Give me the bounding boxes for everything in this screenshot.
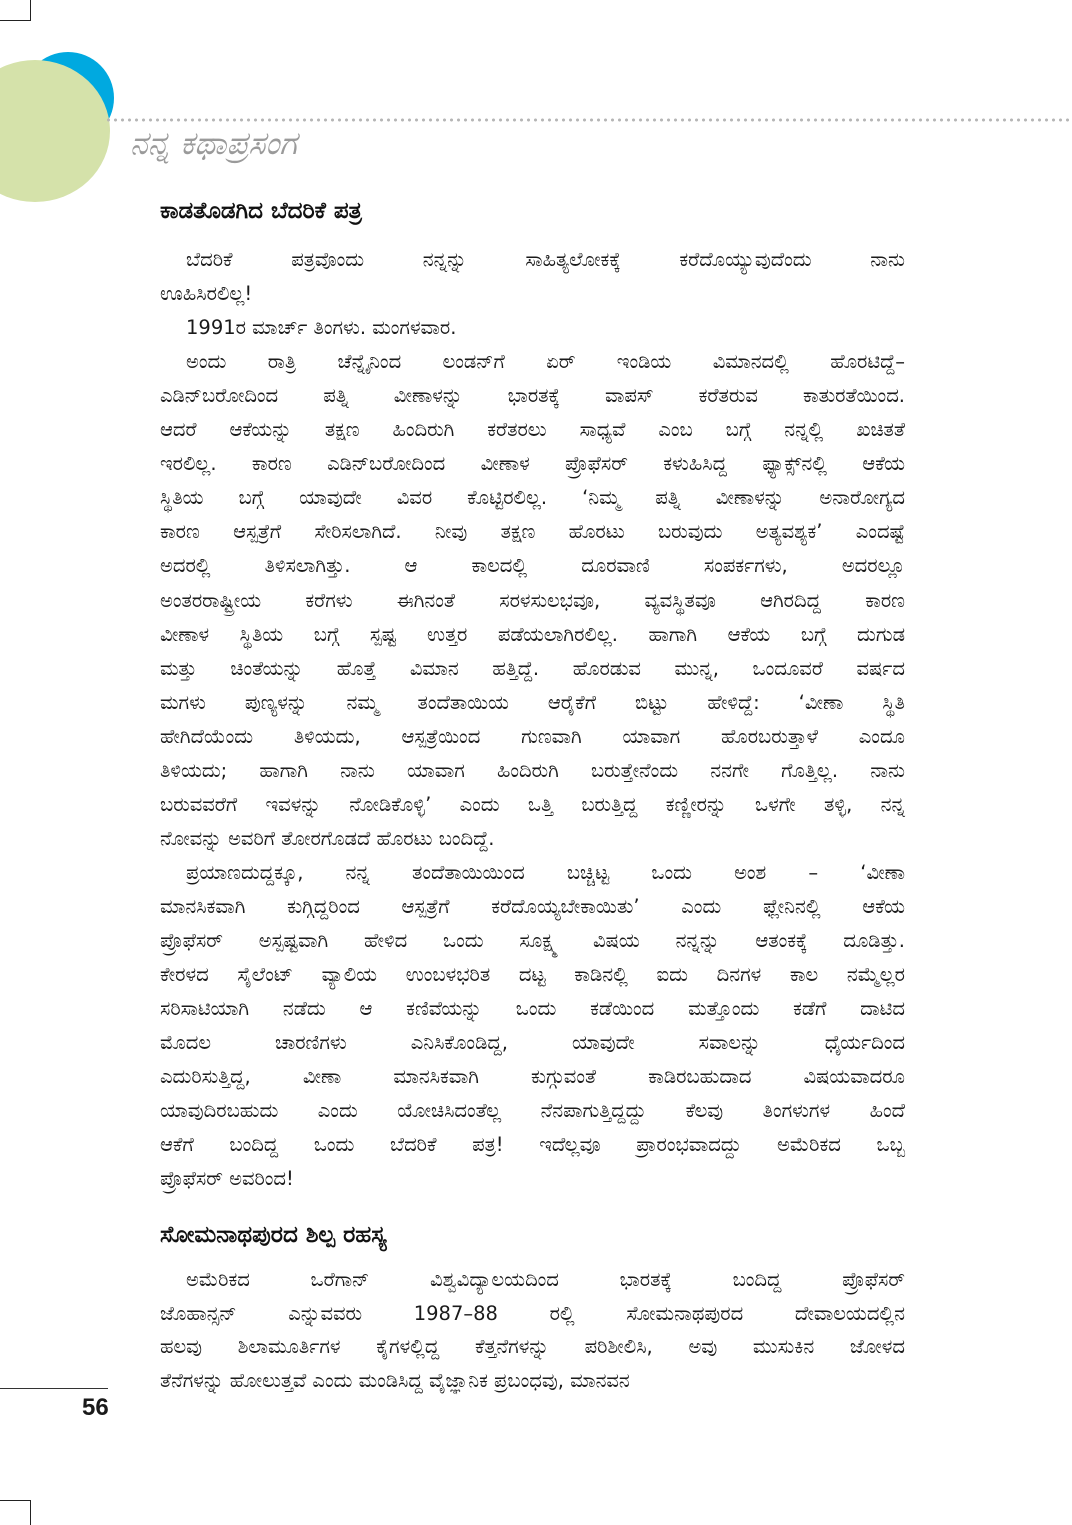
text-line: ಕೇರಳದ ಸೈಲೆಂಟ್ ವ್ಯಾಲಿಯ ಉಂಬಳಭರಿತ ದಟ್ಟ ಕಾಡಿನಲ್ಲಿ ಐದು ದಿನಗಳ ಕಾಲ ನಮ್ಮೆಲ್ಲರ (160, 963, 905, 987)
text-line: ಎದುರಿಸುತ್ತಿದ್ದ, ವೀಣಾ ಮಾನಸಿಕವಾಗಿ ಕುಗ್ಗುವಂತೆ ಕಾಡಿರಬಹುದಾದ ವಿಷಯವಾದರೂ (160, 1065, 905, 1089)
text-line: ಬೆದರಿಕೆ ಪತ್ರವೊಂದು ನನ್ನನ್ನು ಸಾಹಿತ್ಯಲೋಕಕ್ಕೆ ಕರೆದೊಯ್ಯುವುದೆಂದು ನಾನು (186, 248, 905, 271)
text-line: ವೀಣಾಳ ಸ್ಥಿತಿಯ ಬಗ್ಗೆ ಸ್ಪಷ್ಟ ಉತ್ತರ ಪಡೆಯಲಾಗಿರಲಿಲ್ಲ. ಹಾಗಾಗಿ ಆಕೆಯ ಬಗ್ಗೆ ದುಗುಡ (160, 622, 905, 646)
text-line: ಯಾವುದಿರಬಹುದು ಎಂದು ಯೋಚಿಸಿದಂತೆಲ್ಲ ನೆನಪಾಗುತ್ತಿದ್ದದ್ದು ಕೆಲವು ತಿಂಗಳುಗಳ ಹಿಂದೆ (160, 1099, 905, 1123)
text-line: ತೆನೆಗಳನ್ನು ಹೋಲುತ್ತವೆ ಎಂದು ಮಂಡಿಸಿದ್ದ ವೈಜ್ಞಾನಿಕ ಪ್ರಬಂಧವು, ಮಾನವನ (160, 1369, 630, 1393)
text-line: ಬರುವವರೆಗೆ ಇವಳನ್ನು ನೋಡಿಕೊಳ್ಳಿ’ ಎಂದು ಒತ್ತಿ ಬರುತ್ತಿದ್ದ ಕಣ್ಣೀರನ್ನು ಒಳಗೇ ತಳ್ಳಿ, ನನ್ನ (160, 792, 905, 816)
text-line: ಮಗಳು ಪುಣ್ಯಳನ್ನು ನಮ್ಮ ತಂದೆತಾಯಿಯ ಆರೈಕೆಗೆ ಬಿಟ್ಟು ಹೇಳಿದ್ದೆ: ‘ವೀಣಾ ಸ್ಥಿತಿ (160, 690, 905, 714)
text-line: ಅಂತರರಾಷ್ಟ್ರೀಯ ಕರೆಗಳು ಈಗಿನಂತೆ ಸರಳಸುಲಭವೂ, ವ್ಯವಸ್ಥಿತವೂ ಆಗಿರದಿದ್ದ ಕಾರಣ (160, 588, 905, 612)
text-line: ಕಾರಣ ಆಸ್ಪತ್ರೆಗೆ ಸೇರಿಸಲಾಗಿದೆ. ನೀವು ತಕ್ಷಣ ಹೊರಟು ಬರುವುದು ಅತ್ಯವಶ್ಯಕ’ ಎಂದಷ್ಟೆ (160, 520, 905, 544)
text-line: ಅಮೆರಿಕದ ಒರೆಗಾನ್ ವಿಶ್ವವಿದ್ಯಾಲಯದಿಂದ ಭಾರತಕ್ಕೆ ಬಂದಿದ್ದ ಪ್ರೊಫೆಸರ್ (186, 1268, 905, 1291)
text-line: ಮಾನಸಿಕವಾಗಿ ಕುಗ್ಗಿದ್ದರಿಂದ ಆಸ್ಪತ್ರೆಗೆ ಕರೆದೊಯ್ಯಬೇಕಾಯಿತು’ ಎಂದು ಫ್ಲೇನಿನಲ್ಲಿ ಆಕೆಯ (160, 894, 905, 918)
text-line: 1991ರ ಮಾರ್ಚ್ ತಿಂಗಳು. ಮಂಗಳವಾರ. (186, 316, 457, 340)
crop-mark-bottom-vertical (30, 1500, 31, 1525)
crop-mark-top-horizontal (0, 20, 31, 21)
section-heading: ಕಾಡತೊಡಗಿದ ಬೆದರಿಕೆ ಪತ್ರ (160, 198, 362, 224)
crop-mark-top-vertical (30, 0, 31, 20)
crop-mark-bottom-horizontal (0, 1500, 31, 1501)
text-line: ಪ್ರೊಫೆಸರ್ ಅವರಿಂದ! (160, 1167, 294, 1191)
dotted-divider (105, 118, 1072, 122)
text-line: ಮೊದಲ ಚಾರಣಿಗಳು ಎನಿಸಿಕೊಂಡಿದ್ದ, ಯಾವುದೇ ಸವಾಲನ್ನು ಧೈರ್ಯದಿಂದ (160, 1031, 905, 1055)
text-line: ಇರಲಿಲ್ಲ. ಕಾರಣ ಎಡಿನ್‌ಬರೋದಿಂದ ವೀಣಾಳ ಪ್ರೊಫೆಸರ್ ಕಳುಹಿಸಿದ್ದ ಫ್ಯಾಕ್ಸ್‌ನಲ್ಲಿ ಆಕೆಯ (160, 452, 905, 476)
text-line: ನೋವನ್ನು ಅವರಿಗೆ ತೋರಗೊಡದೆ ಹೊರಟು ಬಂದಿದ್ದೆ. (160, 826, 495, 850)
running-header: ನನ್ನ ಕಥಾಪ್ರಸಂಗ (130, 124, 297, 162)
text-line: ಹೇಗಿದೆಯೆಂದು ತಿಳಿಯದು, ಆಸ್ಪತ್ರೆಯಿಂದ ಗುಣವಾಗಿ ಯಾವಾಗ ಹೊರಬರುತ್ತಾಳೆ ಎಂದೂ (160, 724, 905, 748)
text-line: ತಿಳಿಯದು; ಹಾಗಾಗಿ ನಾನು ಯಾವಾಗ ಹಿಂದಿರುಗಿ ಬರುತ್ತೇನೆಂದು ನನಗೇ ಗೊತ್ತಿಲ್ಲ. ನಾನು (160, 758, 905, 782)
text-line: ಪ್ರಯಾಣದುದ್ದಕ್ಕೂ, ನನ್ನ ತಂದೆತಾಯಿಯಿಂದ ಬಚ್ಚಿಟ್ಟ ಒಂದು ಅಂಶ – ‘ವೀಣಾ (186, 860, 905, 884)
text-line: ಆಕೆಗೆ ಬಂದಿದ್ದ ಒಂದು ಬೆದರಿಕೆ ಪತ್ರ! ಇದೆಲ್ಲವೂ ಪ್ರಾರಂಭವಾದದ್ದು ಅಮೆರಿಕದ ಒಬ್ಬ (160, 1133, 905, 1157)
text-line: ಆದರೆ ಆಕೆಯನ್ನು ತಕ್ಷಣ ಹಿಂದಿರುಗಿ ಕರೆತರಲು ಸಾಧ್ಯವೆ ಎಂಬ ಬಗ್ಗೆ ನನ್ನಲ್ಲಿ ಖಚಿತತೆ (160, 418, 905, 442)
text-line: ಅಂದು ರಾತ್ರಿ ಚೆನ್ನೈನಿಂದ ಲಂಡನ್‌ಗೆ ಏರ್ ಇಂಡಿಯ ವಿಮಾನದಲ್ಲಿ ಹೊರಟಿದ್ದೆ– (186, 350, 905, 374)
footer-rule (0, 1388, 108, 1389)
text-line: ಪ್ರೊಫೆಸರ್ ಅಸ್ಪಷ್ಟವಾಗಿ ಹೇಳಿದ ಒಂದು ಸೂಕ್ಷ್ಮ ವಿಷಯ ನನ್ನನ್ನು ಆತಂಕಕ್ಕೆ ದೂಡಿತ್ತು. (160, 929, 905, 952)
text-line: ಜೊಹಾನ್ಸನ್ ಎನ್ನುವವರು 1987–88 ರಲ್ಲಿ ಸೋಮನಾಥಪುರದ ದೇವಾಲಯದಲ್ಲಿನ (160, 1301, 905, 1325)
text-line: ಸರಿಸಾಟಿಯಾಗಿ ನಡೆದು ಆ ಕಣಿವೆಯನ್ನು ಒಂದು ಕಡೆಯಿಂದ ಮತ್ತೊಂದು ಕಡೆಗೆ ದಾಟಿದ (160, 997, 905, 1021)
text-line: ಸ್ಥಿತಿಯ ಬಗ್ಗೆ ಯಾವುದೇ ವಿವರ ಕೊಟ್ಟಿರಲಿಲ್ಲ. ‘ನಿಮ್ಮ ಪತ್ನಿ ವೀಣಾಳನ್ನು ಅನಾರೋಗ್ಯದ (160, 486, 905, 510)
page-number: 56 (82, 1394, 109, 1421)
section-heading: ಸೋಮನಾಥಪುರದ ಶಿಲ್ಪ ರಹಸ್ಯ (160, 1222, 387, 1248)
text-line: ಊಹಿಸಿರಲಿಲ್ಲ! (160, 282, 253, 306)
text-line: ಹಲವು ಶಿಲಾಮೂರ್ತಿಗಳ ಕೈಗಳಲ್ಲಿದ್ದ ಕೆತ್ತನೆಗಳನ್ನು ಪರಿಶೀಲಿಸಿ, ಅವು ಮುಸುಕಿನ ಜೋಳದ (160, 1335, 905, 1359)
text-line: ಅದರಲ್ಲಿ ತಿಳಿಸಲಾಗಿತ್ತು. ಆ ಕಾಲದಲ್ಲಿ ದೂರವಾಣಿ ಸಂಪರ್ಕಗಳು, ಅದರಲ್ಲೂ (160, 554, 905, 578)
text-line: ಮತ್ತು ಚಿಂತೆಯನ್ನು ಹೊತ್ತೆ ವಿಮಾನ ಹತ್ತಿದ್ದೆ. ಹೊರಡುವ ಮುನ್ನ, ಒಂದೂವರೆ ವರ್ಷದ (160, 656, 905, 680)
text-line: ಎಡಿನ್‌ಬರೋದಿಂದ ಪತ್ನಿ ವೀಣಾಳನ್ನು ಭಾರತಕ್ಕೆ ವಾಪಸ್ ಕರೆತರುವ ಕಾತುರತೆಯಿಂದ. (160, 384, 905, 408)
